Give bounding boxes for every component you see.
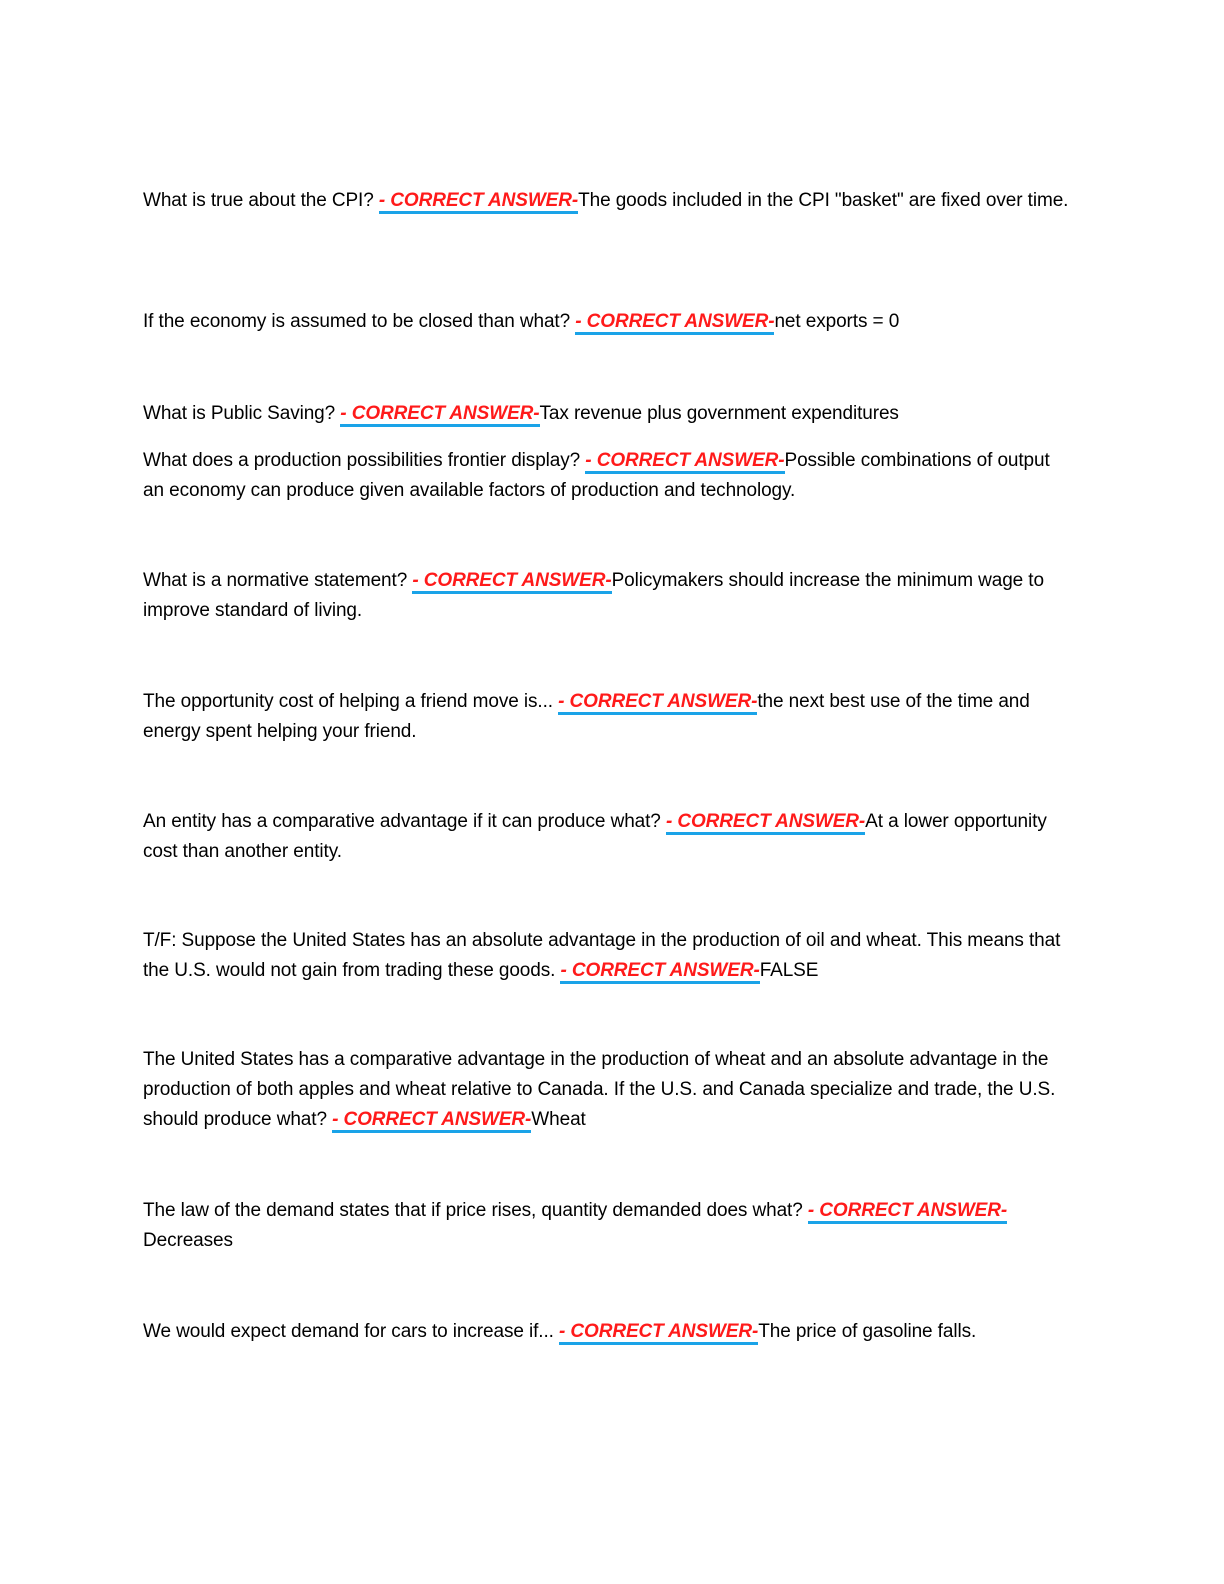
question-text: The law of the demand states that if price rises, quantity demanded does what? [143,1200,808,1221]
answer-text: Tax revenue plus government expenditures [539,403,899,424]
correct-answer-separator: - CORRECT ANSWER- [332,1109,531,1133]
answer-text: Decreases [143,1230,233,1251]
answer-text: Possible combinations of output an economy can produce given available factors of production and technology. [143,450,1050,501]
answer-text: Policymakers should increase the minimum wage to improve standard of living. [143,570,1044,621]
question-text: What does a production possibilities frontier display? [143,450,586,471]
correct-answer-separator: - CORRECT ANSWER- [575,311,774,335]
question-text: What is true about the CPI? [143,190,379,211]
question-text: What is a normative statement? [143,570,413,591]
answer-text: net exports = 0 [774,311,900,332]
correct-answer-separator: - CORRECT ANSWER- [558,691,757,715]
qa-item-4 [143,446,1073,506]
question-text: T/F: Suppose the United States has an absolute advantage in the production of oil and wheat. This means that the U.S. would not gain from trading these goods. [143,930,1061,981]
answer-text: the next best use of the time and energy spent helping your friend. [143,691,1030,742]
question-text: What is Public Saving? [143,403,341,424]
qa-item-6 [143,687,1073,747]
qa-item-8 [143,926,1073,986]
correct-answer-separator: - CORRECT ANSWER- [666,811,865,835]
correct-answer-separator: - CORRECT ANSWER- [340,403,539,427]
qa-item-5 [143,566,1073,626]
qa-item-7 [143,807,1073,867]
qa-item-9 [143,1045,1073,1135]
qa-item-3 [143,399,1073,429]
qa-item-11 [143,1317,1073,1347]
question-text: An entity has a comparative advantage if it can produce what? [143,811,666,832]
qa-item-10 [143,1196,1073,1256]
question-text: The United States has a comparative advantage in the production of wheat and an absolute advantage in the production of both apples and wheat relative to Canada. If the U.S. and Canada specialize and trade, the U.S. should produce what? [143,1049,1056,1130]
correct-answer-separator: - CORRECT ANSWER- [560,960,759,984]
qa-item-2 [143,307,1073,337]
answer-text: At a lower opportunity cost than another entity. [143,811,1047,862]
question-text: We would expect demand for cars to increase if... [143,1321,560,1342]
answer-text: Wheat [531,1109,586,1130]
correct-answer-separator: - CORRECT ANSWER- [379,190,578,214]
answer-text: The goods included in the CPI "basket" are fixed over time. [578,190,1069,211]
question-text: The opportunity cost of helping a friend move is... [143,691,559,712]
answer-text: FALSE [759,960,819,981]
answer-text: The price of gasoline falls. [758,1321,977,1342]
correct-answer-separator: - CORRECT ANSWER- [808,1200,1007,1224]
correct-answer-separator: - CORRECT ANSWER- [585,450,784,474]
qa-item-1 [143,186,1073,216]
question-text: If the economy is assumed to be closed than what? [143,311,576,332]
correct-answer-separator: - CORRECT ANSWER- [412,570,611,594]
correct-answer-separator: - CORRECT ANSWER- [559,1321,758,1345]
